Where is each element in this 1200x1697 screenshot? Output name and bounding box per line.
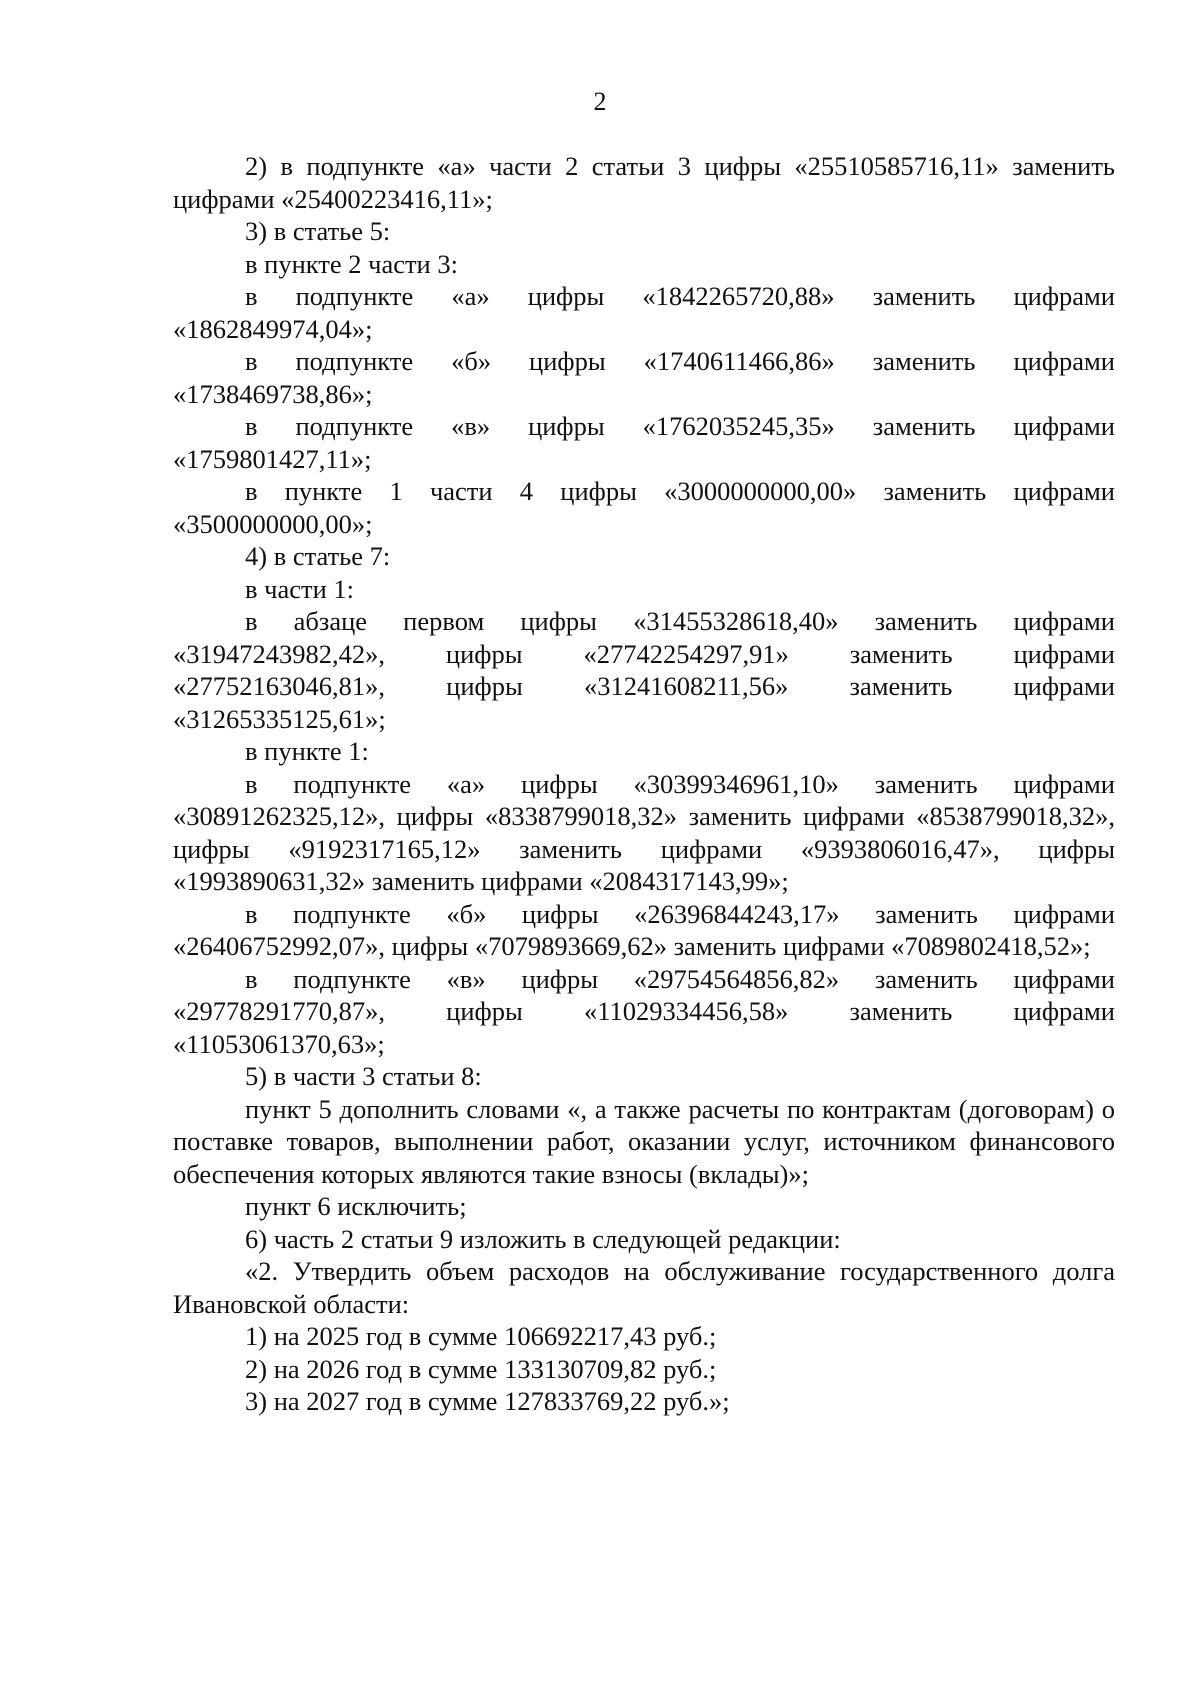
subsection-heading: в части 1: (245, 573, 354, 604)
section-heading: 4) в статье 7: (245, 541, 391, 571)
document-body (173, 150, 1115, 1418)
amendment-paragraph: в подпункте «в» цифры «29754564856,82» заменить цифрами «29778291770,87», цифры «11029334456,58» заменить цифрами «11053061370,63»; (173, 963, 1115, 1059)
list-item: 3) на 2027 год в сумме 127833769,22 руб.»; (245, 1386, 730, 1416)
section-heading: 5) в части 3 статьи 8: (245, 1061, 482, 1091)
amendment-paragraph: в пункте 1 части 4 цифры «3000000000,00» заменить цифрами «3500000000,00»; (173, 476, 1115, 539)
amendment-paragraph: пункт 6 исключить; (245, 1191, 467, 1221)
section-heading: 6) часть 2 статьи 9 изложить в следующей редакции: (245, 1223, 841, 1254)
amendment-paragraph: в подпункте «а» цифры «30399346961,10» заменить цифрами «30891262325,12», цифры «8338799018,32» заменить цифрами «8538799018,32», цифры «9192317165,12» заменить цифрами «9393806016,47», цифры «1993890631,32» заменить цифрами «2084317143,99»; (173, 768, 1115, 896)
amendment-paragraph: в подпункте «б» цифры «26396844243,17» заменить цифрами «26406752992,07», цифры «7079893669,62» заменить цифрами «7089802418,52»; (173, 898, 1115, 961)
subsection-heading: в пункте 2 части 3: (245, 248, 458, 279)
amendment-paragraph: в подпункте «а» цифры «1842265720,88» заменить цифрами «1862849974,04»; (173, 281, 1115, 344)
page-number: 2 (593, 87, 607, 116)
amendment-paragraph: в подпункте «в» цифры «1762035245,35» заменить цифрами «1759801427,11»; (173, 411, 1115, 474)
amendment-paragraph: пункт 5 дополнить словами «, а также расчеты по контрактам (договорам) о поставке товаров, выполнении работ, оказании услуг, источником финансового обеспечения которых являются такие взносы (вклады)»; (173, 1093, 1115, 1189)
amendment-paragraph: 2) в подпункте «а» части 2 статьи 3 цифры «25510585716,11» заменить цифрами «25400223416,11»; (173, 151, 1115, 214)
section-heading: 3) в статье 5: (245, 216, 391, 246)
amendment-paragraph: в абзаце первом цифры «31455328618,40» заменить цифрами «31947243982,42», цифры «27742254297,91» заменить цифрами «27752163046,81», цифры «31241608211,56» заменить цифрами «31265335125,61»; (173, 606, 1115, 734)
list-item: 2) на 2026 год в сумме 133130709,82 руб.; (245, 1353, 717, 1384)
subsection-heading: в пункте 1: (245, 736, 369, 766)
list-item: 1) на 2025 год в сумме 106692217,43 руб.; (245, 1321, 717, 1351)
amendment-paragraph: в подпункте «б» цифры «1740611466,86» заменить цифрами «1738469738,86»; (173, 346, 1115, 409)
amendment-paragraph: «2. Утвердить объем расходов на обслуживание государственного долга Ивановской области: (173, 1256, 1115, 1319)
